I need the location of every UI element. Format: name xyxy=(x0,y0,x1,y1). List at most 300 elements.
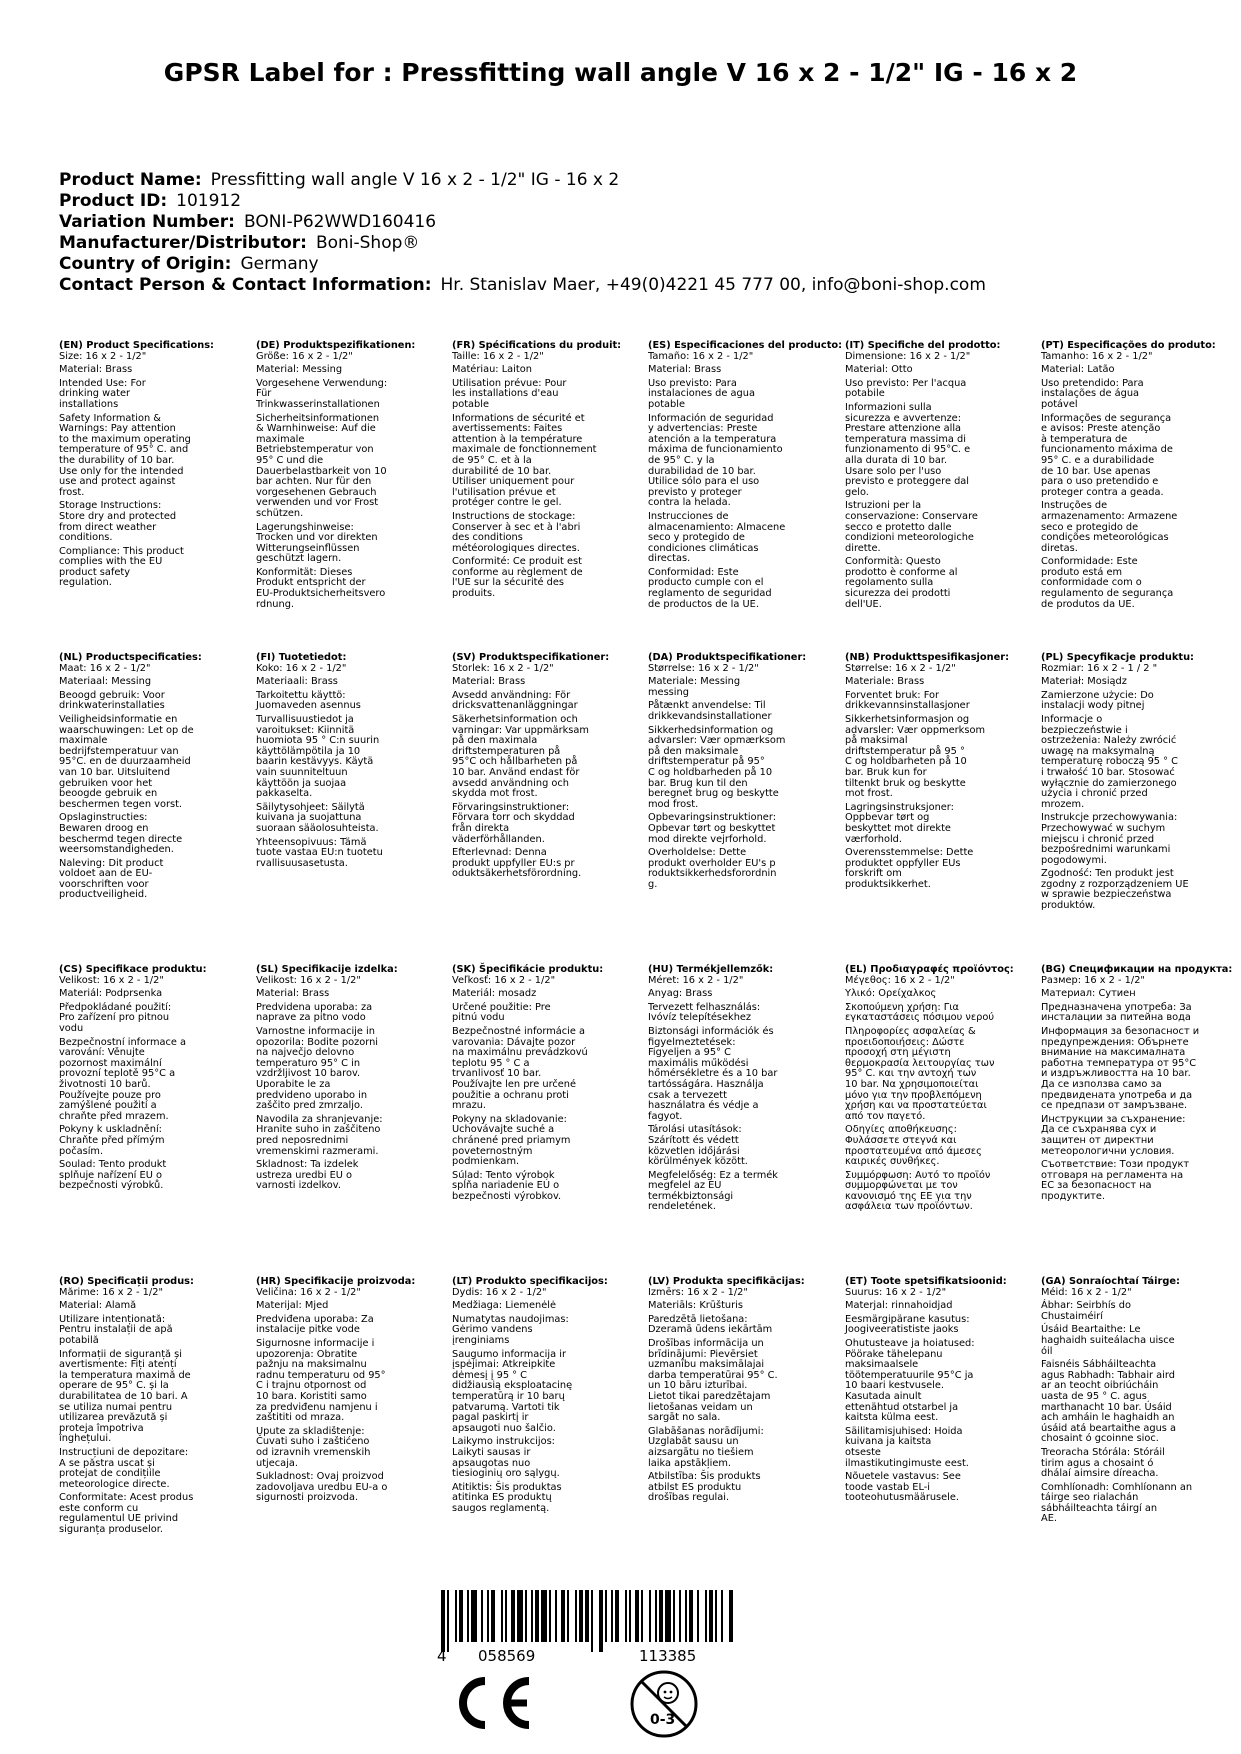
barcode-bar xyxy=(605,1590,607,1642)
spec-line: Tamanho: 16 x 2 - 1/2" xyxy=(1041,350,1153,362)
spec-paragraph xyxy=(648,414,826,509)
spec-line: Varnostne informacije in xyxy=(256,1025,375,1037)
spec-paragraph xyxy=(845,677,1023,688)
spec-line: værforhold. xyxy=(845,833,903,845)
spec-line: advarsler: Vær opmærksom xyxy=(648,735,786,747)
spec-line: maximális működési xyxy=(648,1057,749,1069)
spec-line: contra la helada. xyxy=(648,497,731,509)
spec-line: táirge seo rialachán xyxy=(1041,1492,1139,1504)
spec-line: za predviđenu namjenu i xyxy=(256,1401,378,1413)
spec-line: varování: Věnujte xyxy=(59,1047,145,1059)
spec-line: Størrelse: 16 x 2 - 1/2" xyxy=(648,662,759,674)
spec-paragraph xyxy=(59,1301,237,1312)
spec-line: condiciones climáticas xyxy=(648,542,759,554)
spec-line: fagyot. xyxy=(648,1110,683,1122)
spec-line: Veľkosť: 16 x 2 - 1/2" xyxy=(452,974,556,986)
info-row xyxy=(59,233,1199,254)
spec-line: Materiał: Mosiądz xyxy=(1041,676,1127,688)
barcode-bar xyxy=(697,1590,699,1642)
spec-line: Maat: 16 x 2 - 1/2" xyxy=(59,662,151,674)
spec-line: à temperatura de xyxy=(1041,433,1128,445)
spec-line: varnosti izdelkov. xyxy=(256,1180,341,1192)
spec-paragraph xyxy=(648,1427,826,1469)
spec-line: Für xyxy=(256,388,272,400)
spec-paragraph xyxy=(452,1115,630,1168)
spec-paragraph xyxy=(845,501,1023,554)
spec-line: użycia i chronić przed xyxy=(1041,788,1148,800)
language-block xyxy=(256,341,434,610)
spec-line: Materiál: Podprsenka xyxy=(59,988,163,1000)
spec-line: drinking water xyxy=(59,388,131,400)
spec-line: uzmanību maksimālajai xyxy=(648,1359,765,1371)
barcode-bar xyxy=(561,1590,565,1642)
spec-line: Anyag: Brass xyxy=(648,988,713,1000)
spec-paragraph xyxy=(452,512,630,554)
barcode-bar xyxy=(635,1590,639,1642)
spec-line: potabile xyxy=(845,388,885,400)
spec-line: Material: Otto xyxy=(845,364,913,376)
spec-paragraph xyxy=(1041,1159,1190,1202)
barcode-bar xyxy=(685,1590,687,1642)
language-block xyxy=(648,653,826,890)
spec-line: instalaciones de agua xyxy=(648,388,755,400)
spec-line: 10 bar. Να χρησιμοποιείται xyxy=(845,1078,979,1090)
spec-line: varningar: Var uppmärksam xyxy=(452,724,589,736)
spec-line: y advertencias: Preste xyxy=(648,423,758,435)
spec-paragraph xyxy=(845,1288,1023,1299)
spec-line: Material: Brass xyxy=(256,988,330,1000)
barcode-bar xyxy=(709,1590,713,1642)
spec-line: Warnings: Pay attention xyxy=(59,423,176,435)
spec-line: κανονισμό της ΕΕ για την xyxy=(845,1190,972,1202)
spec-paragraph xyxy=(1041,1360,1181,1445)
spec-line: Witterungseinflüssen xyxy=(256,542,360,554)
spec-line: na maximálnu prevádzkovú xyxy=(452,1047,588,1059)
spec-paragraph xyxy=(452,1288,630,1299)
spec-paragraph xyxy=(452,691,630,712)
spec-paragraph xyxy=(648,1339,826,1424)
spec-line: to the maximum operating xyxy=(59,433,191,445)
spec-paragraph xyxy=(845,1315,1023,1336)
spec-paragraph xyxy=(452,1003,630,1024)
spec-line: работна температура от 95°C xyxy=(1041,1057,1197,1069)
spec-line: vzdržljivost 10 barov. xyxy=(256,1068,361,1080)
barcode-bar xyxy=(673,1590,675,1642)
spec-line: skydda mot frost. xyxy=(452,788,538,800)
spec-line: od izravnih vremenskih xyxy=(256,1446,371,1458)
spec-paragraph xyxy=(648,813,826,845)
spec-line: Úsáid Beartaithe: Le xyxy=(1041,1324,1141,1336)
spec-line: frost. xyxy=(59,486,85,498)
spec-line: durabilitatea de 10 bari. A xyxy=(59,1390,188,1402)
info-value: BONI-P62WWD160416 xyxy=(243,212,437,232)
spec-line: Paredzētā lietošana: xyxy=(648,1313,748,1325)
spec-line: trvanlivosť 10 bar. xyxy=(452,1068,542,1080)
spec-line: Laikyti sausas ir xyxy=(452,1446,531,1458)
spec-line: potable xyxy=(452,398,490,410)
spec-line: ασφάλεια των προϊόντων. xyxy=(845,1201,973,1213)
spec-line: maximale de fonctionnement xyxy=(452,444,597,456)
spec-paragraph xyxy=(59,1448,237,1490)
spec-line: Instrukcje przechowywania: xyxy=(1041,812,1178,824)
spec-line: from direct weather xyxy=(59,521,157,533)
spec-line: beschermd tegen directe xyxy=(59,833,183,845)
spec-line: la temperatura maximă de xyxy=(59,1369,191,1381)
spec-line: use and protect against xyxy=(59,476,176,488)
barcode-bar xyxy=(579,1590,583,1642)
spec-line: Conformitate: Acest produs xyxy=(59,1492,194,1504)
spec-line: Forventet bruk: For xyxy=(845,689,940,701)
spec-line: drikkevannsinstallasjoner xyxy=(845,700,970,712)
spec-line: kuivana ja kaitsta xyxy=(845,1436,932,1448)
spec-line: Pentru instalații de apă xyxy=(59,1324,173,1336)
spec-line: avertissements: Faites xyxy=(452,423,563,435)
spec-line: Atitiktis: Šis produktas xyxy=(452,1481,562,1493)
spec-line: proteja împotriva xyxy=(59,1422,144,1434)
spec-line: 95°C. en de duurzaamheid xyxy=(59,756,191,768)
spec-line: voldoet aan de EU- xyxy=(59,868,153,880)
barcode-bar xyxy=(491,1590,495,1642)
spec-line: splňuje nařízení EU o xyxy=(59,1169,162,1181)
spec-line: Opslaginstructies: xyxy=(59,812,148,824)
spec-line: Ohutusteave ja hoiatused: xyxy=(845,1337,975,1349)
language-block xyxy=(1041,652,1194,912)
spec-line: van 10 bar. Uitsluitend xyxy=(59,766,171,778)
spec-line: Určené použitie: Pre xyxy=(452,1001,551,1013)
spec-line: maximale xyxy=(59,735,108,747)
spec-line: på den maximala xyxy=(452,735,538,747)
spec-line: Treoracha Stórála: Stóráil xyxy=(1041,1446,1165,1458)
spec-line: Dauerbelastbarkeit von 10 xyxy=(256,465,387,477)
spec-line: Informații de siguranță și xyxy=(59,1348,182,1360)
spec-line: 95° C. και την αντοχή των xyxy=(845,1068,977,1080)
barcode-bar xyxy=(501,1590,503,1642)
spec-line: продуктите. xyxy=(1041,1190,1106,1202)
language-heading: (SL) Specifikacije izdelka: xyxy=(256,964,398,975)
spec-line: miejscu i chronić przed xyxy=(1041,833,1155,845)
spec-line: previsto e proteggere dal xyxy=(845,476,970,488)
spec-paragraph xyxy=(59,1288,237,1299)
spec-line: siguranța produselor. xyxy=(59,1524,163,1536)
spec-line: dėmesį į 95 ° C xyxy=(452,1369,528,1381)
spec-line: geschützt lagern. xyxy=(256,553,342,565)
spec-line: Υλικό: Ορείχαλκος xyxy=(845,988,937,1000)
spec-line: Sukladnost: Ovaj proizvod xyxy=(256,1471,384,1483)
spec-paragraph xyxy=(452,414,630,509)
spec-line: Juomaveden asennus xyxy=(256,700,361,712)
spec-line: kaitsta külma eest. xyxy=(845,1412,939,1424)
spec-line: bezpośrednimi warunkami xyxy=(1041,844,1171,856)
spec-line: patvarumą. Vartoti tik xyxy=(452,1401,560,1413)
spec-paragraph xyxy=(648,1472,826,1504)
barcode-bar xyxy=(517,1590,523,1642)
spec-line: Storage Instructions: xyxy=(59,500,162,512)
spec-line: weersomstandigheden. xyxy=(59,844,174,856)
spec-line: Säkerhetsinformation och xyxy=(452,713,578,725)
spec-line: Да се използва само за xyxy=(1041,1078,1162,1090)
language-heading: (LT) Produkto specifikacijos: xyxy=(452,1276,608,1287)
spec-line: upozorenja: Obratite xyxy=(256,1348,358,1360)
spec-line: wyłącznie do zamierzonego xyxy=(1041,777,1177,789)
spec-line: Μέγεθος: 16 x 2 - 1/2" xyxy=(845,974,955,986)
spec-line: almacenamiento: Almacene xyxy=(648,521,786,533)
spec-paragraph xyxy=(648,379,826,411)
spec-line: på den maksimale xyxy=(648,745,739,757)
barcode-bar xyxy=(455,1590,457,1642)
spec-paragraph xyxy=(59,1125,237,1157)
spec-line: Material: Brass xyxy=(452,676,526,688)
spec-line: Dimensione: 16 x 2 - 1/2" xyxy=(845,350,971,362)
spec-line: Bewaren droog en xyxy=(59,822,149,834)
spec-line: ach amháin le haghaidh an xyxy=(1041,1412,1175,1424)
info-key: Manufacturer/Distributor: xyxy=(59,233,307,253)
barcode-bar xyxy=(629,1590,631,1642)
spec-paragraph xyxy=(845,1339,1023,1424)
spec-line: pažnju na maksimalnu xyxy=(256,1359,367,1371)
spec-line: durabilidad de 10 bar. xyxy=(648,465,756,477)
spec-line: bar achten. Nur für den xyxy=(256,476,372,488)
spec-line: Bezpečnostní informace a xyxy=(59,1036,187,1048)
spec-line: schützen. xyxy=(256,507,304,519)
barcode-bar xyxy=(471,1590,477,1642)
spec-line: Material: Alamă xyxy=(59,1300,137,1312)
spec-line: temperaturo 95° C in xyxy=(256,1057,361,1069)
spec-line: 95° C. e a durabilidade xyxy=(1041,454,1155,466)
spec-line: avertismente: Fiți atenți xyxy=(59,1359,177,1371)
spec-line: regulamentul UE privind xyxy=(59,1513,179,1525)
barcode-bar xyxy=(715,1590,717,1642)
spec-line: počasím. xyxy=(59,1145,104,1157)
spec-paragraph xyxy=(845,848,1023,890)
spec-line: sicurezza dei prodotti xyxy=(845,588,951,600)
spec-line: seco y protegido de xyxy=(648,532,745,544)
spec-line: para o uso pretendido e xyxy=(1041,476,1159,488)
spec-line: installations xyxy=(59,398,119,410)
barcode-bar xyxy=(505,1590,507,1642)
info-value: Boni-Shop® xyxy=(315,233,420,253)
spec-line: Používejte pouze pro xyxy=(59,1089,161,1101)
spec-line: Instruções de xyxy=(1041,500,1108,512)
spec-line: Naleving: Dit product xyxy=(59,857,164,869)
spec-paragraph xyxy=(59,989,237,1000)
language-heading: (PT) Especificações do produto: xyxy=(1041,340,1216,351)
spec-line: Sigurnosne informacije i xyxy=(256,1337,375,1349)
language-block xyxy=(256,1277,434,1504)
barcode-bar xyxy=(549,1590,551,1642)
spec-paragraph xyxy=(1041,976,1181,987)
spec-line: Pokyny k uskladnění: xyxy=(59,1124,162,1136)
spec-line: Lietot tikai paredzētajam xyxy=(648,1390,771,1402)
spec-line: brīdinājumi: Pievērsiet xyxy=(648,1348,758,1360)
spec-paragraph xyxy=(256,568,434,610)
language-block xyxy=(452,653,630,880)
spec-line: toode vastab EL-i xyxy=(845,1481,931,1493)
barcode-bar xyxy=(705,1590,707,1642)
info-value: Pressfitting wall angle V 16 x 2 - 1/2" IG - 16 x 2 xyxy=(210,170,620,190)
spec-paragraph xyxy=(59,664,237,675)
spec-line: didžiausią eksploatacinę xyxy=(452,1380,573,1392)
spec-line: Uso previsto: Para xyxy=(648,377,737,389)
spec-line: Size: 16 x 2 - 1/2" xyxy=(59,350,147,362)
spec-line: este conform cu xyxy=(59,1502,139,1514)
spec-line: csak a tervezett xyxy=(648,1089,727,1101)
spec-line: väderförhållanden. xyxy=(452,833,545,845)
spec-line: på maksimal xyxy=(845,735,908,747)
spec-paragraph xyxy=(648,1315,826,1336)
spec-line: avsedd användning och xyxy=(452,777,569,789)
spec-line: Matériau: Laiton xyxy=(452,364,532,376)
spec-paragraph xyxy=(648,848,826,890)
spec-line: dell'UE. xyxy=(845,598,882,610)
spec-paragraph xyxy=(1041,813,1181,866)
spec-paragraph xyxy=(256,1301,434,1312)
spec-line: beregnet brug og beskytte xyxy=(648,788,779,800)
spec-paragraph xyxy=(59,414,237,499)
spec-line: meteorologice directe. xyxy=(59,1478,170,1490)
spec-line: Koko: 16 x 2 - 1/2" xyxy=(256,662,347,674)
spec-line: Tárolási utasítások: xyxy=(648,1124,742,1136)
barcode-bar xyxy=(679,1590,681,1642)
spec-paragraph xyxy=(256,1315,434,1336)
spec-paragraph xyxy=(1041,989,1181,1000)
spec-paragraph xyxy=(59,859,237,901)
spec-line: įspėjimai: Atkreipkite xyxy=(452,1359,556,1371)
spec-line: kuivana ja suojattuna xyxy=(256,812,362,824)
spec-line: Materiale: Brass xyxy=(845,676,925,688)
barcode-bar xyxy=(585,1590,589,1642)
language-heading: (ES) Especificaciones del producto: xyxy=(648,340,843,351)
spec-paragraph xyxy=(1041,868,1189,912)
spec-line: vodu xyxy=(59,1022,84,1034)
spec-line: varoitukset: Kiinnitä xyxy=(256,724,355,736)
spec-line: chránené pred priamym xyxy=(452,1134,571,1146)
spec-paragraph xyxy=(59,501,237,543)
spec-line: 95°C och hållbarheten på xyxy=(452,756,578,768)
spec-line: Hranite suho in zaščiteno xyxy=(256,1124,381,1136)
spec-line: des conditions xyxy=(452,532,523,544)
spec-paragraph xyxy=(256,352,434,363)
spec-line: provozní teplotě 95°C a xyxy=(59,1068,176,1080)
spec-line: Συμμόρφωση: Αυτό το προϊόν xyxy=(845,1169,991,1181)
spec-line: ostrzeżenia: Należy zwrócić xyxy=(1041,735,1177,747)
spec-line: the durability of 10 bar. xyxy=(59,454,175,466)
spec-line: Съответствие: Този продукт xyxy=(1041,1159,1190,1171)
spec-line: sargāt no sala. xyxy=(648,1412,721,1424)
spec-line: Förvara torr och skyddad xyxy=(452,812,575,824)
spec-line: Figyeljen a 95° C xyxy=(648,1047,731,1059)
spec-line: 95° C und die xyxy=(256,454,324,466)
spec-line: Velikost: 16 x 2 - 1/2" xyxy=(256,974,361,986)
spec-paragraph xyxy=(452,1301,630,1312)
spec-line: úsáid atá beartaithe agus a xyxy=(1041,1422,1177,1434)
spec-line: bezpečnosti výrobkov. xyxy=(452,1190,562,1202)
spec-line: Suurus: 16 x 2 - 1/2" xyxy=(845,1286,947,1298)
language-block xyxy=(845,1277,1023,1504)
spec-line: Påtænkt anvendelse: Til xyxy=(648,700,766,712)
spec-paragraph xyxy=(59,1493,237,1535)
spec-line: durabilité de 10 bar. xyxy=(452,465,552,477)
spec-line: marthanacht 10 bar. Úsáid xyxy=(1041,1401,1172,1413)
language-heading: (PL) Specyfikacje produktu: xyxy=(1041,652,1194,663)
spec-line: l'UE sur la sécurité des xyxy=(452,577,564,589)
spec-line: instalacji wody pitnej xyxy=(1041,700,1145,712)
spec-paragraph xyxy=(59,813,237,855)
spec-line: Materjal: rinnahoidjad xyxy=(845,1300,953,1312)
spec-paragraph xyxy=(648,1288,826,1299)
spec-line: spĺňa nariadenie EÚ o xyxy=(452,1180,560,1192)
spec-line: Zamierzone użycie: Do xyxy=(1041,689,1154,701)
language-heading: (RO) Specificații produs: xyxy=(59,1276,194,1287)
spec-line: protéger contre le gel. xyxy=(452,497,562,509)
spec-line: Betriebstemperatur von xyxy=(256,444,374,456)
info-row xyxy=(59,212,1199,233)
spec-line: Förvaringsinstruktioner: xyxy=(452,801,570,813)
spec-line: AE. xyxy=(1041,1513,1058,1525)
spec-line: naprave za pitno vodo xyxy=(256,1012,366,1024)
spec-line: Materijal: Mjed xyxy=(256,1300,329,1312)
barcode-bar xyxy=(659,1590,663,1642)
age-warning-icon xyxy=(628,1668,700,1744)
spec-paragraph xyxy=(648,512,826,565)
spec-line: Utilice sólo para el uso xyxy=(648,476,760,488)
spec-line: pogodowymi. xyxy=(1041,854,1107,866)
spec-line: Eesmärgipärane kasutus: xyxy=(845,1313,970,1325)
spec-line: figyelmeztetések: xyxy=(648,1036,736,1048)
spec-line: tuote vastaa EU:n tuotetu xyxy=(256,847,383,859)
spec-paragraph xyxy=(256,664,434,675)
language-block xyxy=(256,965,434,1192)
spec-line: Conformidade: Este xyxy=(1041,556,1138,568)
spec-line: diretas. xyxy=(1041,542,1078,554)
barcode-bar xyxy=(575,1590,577,1642)
spec-line: Ivóvíz telepítésekhez xyxy=(648,1012,752,1024)
spec-line: baarin kestävyys. Käytä xyxy=(256,756,374,768)
barcode-bar xyxy=(665,1590,671,1642)
spec-line: varovania: Dávajte pozor xyxy=(452,1036,576,1048)
spec-line: beschermen tegen vorst. xyxy=(59,798,183,810)
spec-line: regulamento de segurança xyxy=(1041,588,1174,600)
spec-paragraph xyxy=(1041,1325,1181,1357)
spec-paragraph xyxy=(59,691,237,712)
spec-line: Materiál: mosadz xyxy=(452,988,537,1000)
spec-line: na največjo delovno xyxy=(256,1047,355,1059)
spec-line: Chustaiméirí xyxy=(1041,1310,1103,1322)
spec-line: tartósságára. Használja xyxy=(648,1078,764,1090)
spec-line: suoraan sääolosuhteista. xyxy=(256,822,379,834)
spec-line: produits. xyxy=(452,588,496,600)
spec-line: Overensstemmelse: Dette xyxy=(845,847,974,859)
language-block xyxy=(1041,964,1233,1202)
spec-line: se utiliza numai pentru xyxy=(59,1401,173,1413)
spec-line: regulation. xyxy=(59,577,112,589)
barcode-bar xyxy=(567,1590,569,1642)
spec-line: l'utilisation prévue et xyxy=(452,486,556,498)
spec-line: condições meteorológicas xyxy=(1041,532,1169,544)
spec-line: utilizarea prevăzută și xyxy=(59,1412,168,1424)
spec-paragraph xyxy=(59,1315,237,1347)
spec-paragraph xyxy=(648,726,826,811)
spec-paragraph xyxy=(648,1171,826,1213)
info-key: Product ID: xyxy=(59,191,168,211)
language-block xyxy=(1041,1276,1193,1525)
spec-line: θερμοκρασία λειτουργίας των xyxy=(845,1057,995,1069)
spec-line: Oppbevar tørt og xyxy=(845,812,930,824)
spec-line: Upute za skladištenje: xyxy=(256,1425,365,1437)
spec-line: Skladnost: Ta izdelek xyxy=(256,1159,359,1171)
spec-line: attention à la température xyxy=(452,433,583,445)
spec-line: životnosti 10 barů. xyxy=(59,1078,151,1090)
language-heading: (EL) Προδιαγραφές προϊόντος: xyxy=(845,964,1014,975)
